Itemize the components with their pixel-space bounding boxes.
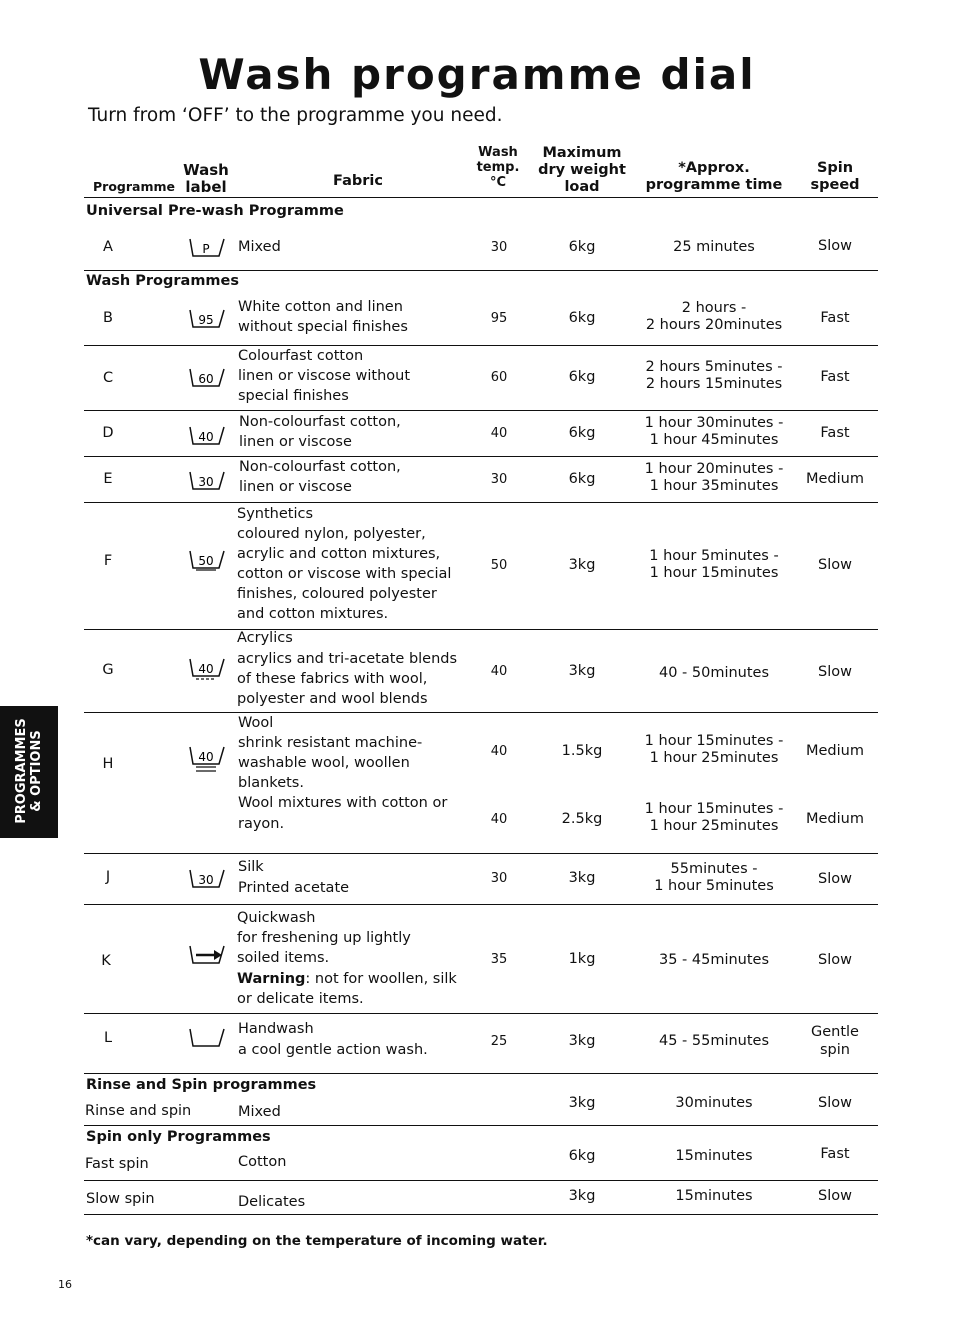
divider xyxy=(84,197,878,198)
header-time: *Approx. programme time xyxy=(645,160,783,193)
divider xyxy=(84,345,878,346)
fabric-text: Quickwash xyxy=(237,910,316,926)
fabric-text: Printed acetate xyxy=(238,880,350,896)
spin-value: Slow xyxy=(818,664,852,680)
load-value: 6kg xyxy=(568,1148,596,1164)
wash-label-text: 60 xyxy=(198,372,214,386)
header-wash-label: Wash label xyxy=(183,161,229,196)
spin-value: Slow xyxy=(818,557,852,573)
time-value xyxy=(634,415,794,449)
programme-letter: E xyxy=(103,471,113,487)
load-value: 3kg xyxy=(568,663,596,679)
wash-label-text: 40 xyxy=(198,430,214,444)
time-line: 1 hour 30minutes - xyxy=(644,415,784,431)
load-value: 3kg xyxy=(568,557,596,573)
load-value: 3kg xyxy=(568,1095,596,1111)
time-value xyxy=(634,801,794,835)
programme-letter: A xyxy=(103,239,113,255)
time-line: 1 hour 20minutes - xyxy=(644,461,784,477)
fabric-text: linen or viscose xyxy=(239,479,352,495)
temp-value: 30 xyxy=(490,472,508,487)
spin-value: Fast xyxy=(820,1146,850,1162)
time-value xyxy=(634,461,794,495)
spin-value: Slow xyxy=(818,238,852,254)
fabric-text: Non-colourfast cotton, xyxy=(239,459,401,475)
section-title-prewash: Universal Pre-wash Programme xyxy=(86,203,344,219)
fabric-text: blankets. xyxy=(238,775,304,791)
fabric-text: Mixed xyxy=(238,1104,281,1120)
spin-value: Fast xyxy=(820,310,850,326)
page-number: 16 xyxy=(58,1278,72,1291)
temp-value: 40 xyxy=(490,664,508,679)
wash-tub-icon xyxy=(188,307,226,331)
programme-letter: D xyxy=(102,425,114,441)
time-line: 1 hour 15minutes xyxy=(649,565,779,581)
programme-letter: F xyxy=(103,553,113,569)
time-line: 1 hour 15minutes - xyxy=(644,801,784,817)
time-line: 2 hours - xyxy=(681,300,747,316)
time-line: 2 hours 5minutes - xyxy=(645,359,783,375)
fabric-text: soiled items. xyxy=(237,950,330,966)
fabric-text: washable wool, woollen xyxy=(238,755,410,771)
spin-value: Fast xyxy=(820,425,850,441)
header-temp: Wash temp. °C xyxy=(476,145,520,190)
spin-value: Slow xyxy=(818,1188,852,1204)
fabric-text: without special finishes xyxy=(238,319,408,335)
time-line: 1 hour 5minutes - xyxy=(649,548,779,564)
load-value: 3kg xyxy=(568,1188,596,1204)
fabric-text: Mixed xyxy=(238,239,281,255)
load-value: 1.5kg xyxy=(561,743,603,759)
programme-letter: H xyxy=(102,756,114,772)
temp-value: 35 xyxy=(490,952,508,967)
wash-label-text: 95 xyxy=(198,313,214,327)
page-subtitle: Turn from ‘OFF’ to the programme you need. xyxy=(88,105,503,126)
time-value: 30minutes xyxy=(675,1095,753,1111)
time-line: 1 hour 25minutes xyxy=(649,818,779,834)
spin-line: spin xyxy=(820,1042,850,1058)
programme-name: Fast spin xyxy=(85,1156,149,1172)
temp-value: 25 xyxy=(490,1034,508,1049)
time-line: 1 hour 45minutes xyxy=(649,432,779,448)
time-line: 1 hour 25minutes xyxy=(649,750,779,766)
spin-value: Medium xyxy=(806,743,864,759)
fabric-text: cotton or viscose with special xyxy=(237,566,452,582)
time-line: 55minutes - xyxy=(670,861,758,877)
fabric-text: : not for woollen, silk xyxy=(305,971,457,987)
time-value xyxy=(634,548,794,582)
divider xyxy=(84,410,878,411)
fabric-text: coloured nylon, polyester, xyxy=(237,526,426,542)
warning-label: Warning xyxy=(237,971,306,987)
divider xyxy=(84,270,878,271)
time-value xyxy=(634,300,794,334)
fabric-text: Handwash xyxy=(238,1021,314,1037)
spin-value: Fast xyxy=(820,369,850,385)
time-value: 35 - 45minutes xyxy=(658,952,770,968)
fabric-text: for freshening up lightly xyxy=(237,930,411,946)
time-line: 1 hour 15minutes - xyxy=(644,733,784,749)
divider xyxy=(84,853,878,854)
spin-value: Slow xyxy=(818,952,852,968)
programme-letter: B xyxy=(103,310,113,326)
fabric-text: White cotton and linen xyxy=(238,299,403,315)
wash-tub-icon xyxy=(188,424,226,448)
time-line: 1 hour 5minutes xyxy=(654,878,774,894)
load-value: 3kg xyxy=(568,870,596,886)
fabric-text: a cool gentle action wash. xyxy=(238,1042,428,1058)
fabric-text: Delicates xyxy=(238,1194,306,1210)
load-value: 6kg xyxy=(568,310,596,326)
header-fabric: Fabric xyxy=(333,173,383,189)
divider xyxy=(84,1073,878,1074)
fabric-text: finishes, coloured polyester xyxy=(237,586,437,602)
time-value: 15minutes xyxy=(675,1148,753,1164)
temp-value: 30 xyxy=(490,240,508,255)
divider xyxy=(84,1013,878,1014)
programme-letter: L xyxy=(103,1030,113,1046)
wash-tub-icon xyxy=(188,656,226,682)
fabric-text: Synthetics xyxy=(237,506,314,522)
divider xyxy=(84,1180,878,1181)
header-programme: Programme xyxy=(93,179,175,194)
fabric-text: of these fabrics with wool, xyxy=(237,671,428,687)
temp-value: 60 xyxy=(490,370,508,385)
programme-name: Rinse and spin xyxy=(85,1103,192,1119)
fabric-text: Non-colourfast cotton, xyxy=(239,414,401,430)
divider xyxy=(84,629,878,630)
spin-value: Slow xyxy=(818,871,852,887)
temp-value: 40 xyxy=(490,812,508,827)
fabric-text: Cotton xyxy=(238,1154,287,1170)
side-tab xyxy=(0,706,58,838)
temp-value: 40 xyxy=(490,744,508,759)
section-title-rinse: Rinse and Spin programmes xyxy=(86,1077,317,1093)
wash-label-text: 50 xyxy=(198,554,214,568)
time-line: 2 hours 20minutes xyxy=(645,317,783,333)
load-value: 6kg xyxy=(568,369,596,385)
time-line: 2 hours 15minutes xyxy=(645,376,783,392)
fabric-text: linen or viscose without xyxy=(238,368,411,384)
fabric-text: acrylics and tri-acetate blends xyxy=(237,651,458,667)
divider xyxy=(84,1214,878,1215)
time-value: 40 - 50minutes xyxy=(658,665,770,681)
wash-tub-icon xyxy=(188,744,226,774)
fabric-text: Acrylics xyxy=(237,630,293,646)
fabric-text: or delicate items. xyxy=(237,991,364,1007)
handwash-tub-icon xyxy=(188,1026,226,1050)
wash-tub-icon xyxy=(188,548,226,572)
wash-label-text: 30 xyxy=(198,873,214,887)
header-spin: Spin speed xyxy=(810,160,860,193)
programme-letter: C xyxy=(102,370,114,386)
fabric-text: linen or viscose xyxy=(239,434,352,450)
section-title-wash: Wash Programmes xyxy=(86,273,240,289)
temp-value: 50 xyxy=(490,558,508,573)
quickwash-icon xyxy=(188,943,228,967)
fabric-text: Wool xyxy=(238,715,274,731)
spin-line: Gentle xyxy=(811,1024,859,1040)
time-value: 15minutes xyxy=(675,1188,753,1204)
wash-label-text: P xyxy=(202,242,210,256)
fabric-text: Wool mixtures with cotton or xyxy=(238,795,448,811)
time-value xyxy=(634,733,794,767)
fabric-text: rayon. xyxy=(238,816,285,832)
divider xyxy=(84,712,878,713)
programme-letter: K xyxy=(101,953,111,969)
wash-label-text: 40 xyxy=(198,750,214,764)
section-title-spin: Spin only Programmes xyxy=(86,1129,271,1145)
time-value: 45 - 55minutes xyxy=(658,1033,770,1049)
divider xyxy=(84,904,878,905)
temp-value: 30 xyxy=(490,871,508,886)
fabric-text: polyester and wool blends xyxy=(237,691,428,707)
load-value: 6kg xyxy=(568,471,596,487)
load-value: 6kg xyxy=(568,239,596,255)
temp-value: 40 xyxy=(490,426,508,441)
fabric-text: shrink resistant machine- xyxy=(238,735,423,751)
fabric-text: acrylic and cotton mixtures, xyxy=(237,546,441,562)
page-title: Wash programme dial xyxy=(198,50,756,99)
programme-letter: G xyxy=(102,662,114,678)
time-value: 25 minutes xyxy=(673,239,755,255)
footnote: *can vary, depending on the temperature of incoming water. xyxy=(86,1233,548,1249)
spin-value: Medium xyxy=(806,811,864,827)
side-tab-label: PROGRAMMES & OPTIONS xyxy=(14,718,44,824)
temp-value: 95 xyxy=(490,311,508,326)
time-value xyxy=(634,359,794,393)
fabric-text: and cotton mixtures. xyxy=(237,606,389,622)
programme-letter: J xyxy=(105,869,111,885)
load-value: 6kg xyxy=(568,425,596,441)
divider xyxy=(84,1125,878,1126)
header-load: Maximum dry weight load xyxy=(538,145,626,195)
load-value: 2.5kg xyxy=(561,811,603,827)
fabric-text: Silk xyxy=(238,859,264,875)
wash-tub-icon xyxy=(188,867,226,891)
load-value: 3kg xyxy=(568,1033,596,1049)
fabric-text: Colourfast cotton xyxy=(238,348,364,364)
wash-tub-icon xyxy=(188,366,226,390)
divider xyxy=(84,502,878,503)
wash-tub-icon xyxy=(188,236,226,260)
spin-value xyxy=(800,1023,870,1059)
programme-name: Slow spin xyxy=(86,1191,155,1207)
time-line: 1 hour 35minutes xyxy=(649,478,779,494)
load-value: 1kg xyxy=(568,951,596,967)
wash-tub-icon xyxy=(188,469,226,493)
spin-value: Slow xyxy=(818,1095,852,1111)
wash-label-text: 30 xyxy=(198,475,214,489)
time-value xyxy=(634,861,794,895)
wash-label-text: 40 xyxy=(198,662,214,676)
fabric-text: special finishes xyxy=(238,388,349,404)
warning-text xyxy=(237,969,457,989)
spin-value: Medium xyxy=(806,471,864,487)
divider xyxy=(84,456,878,457)
